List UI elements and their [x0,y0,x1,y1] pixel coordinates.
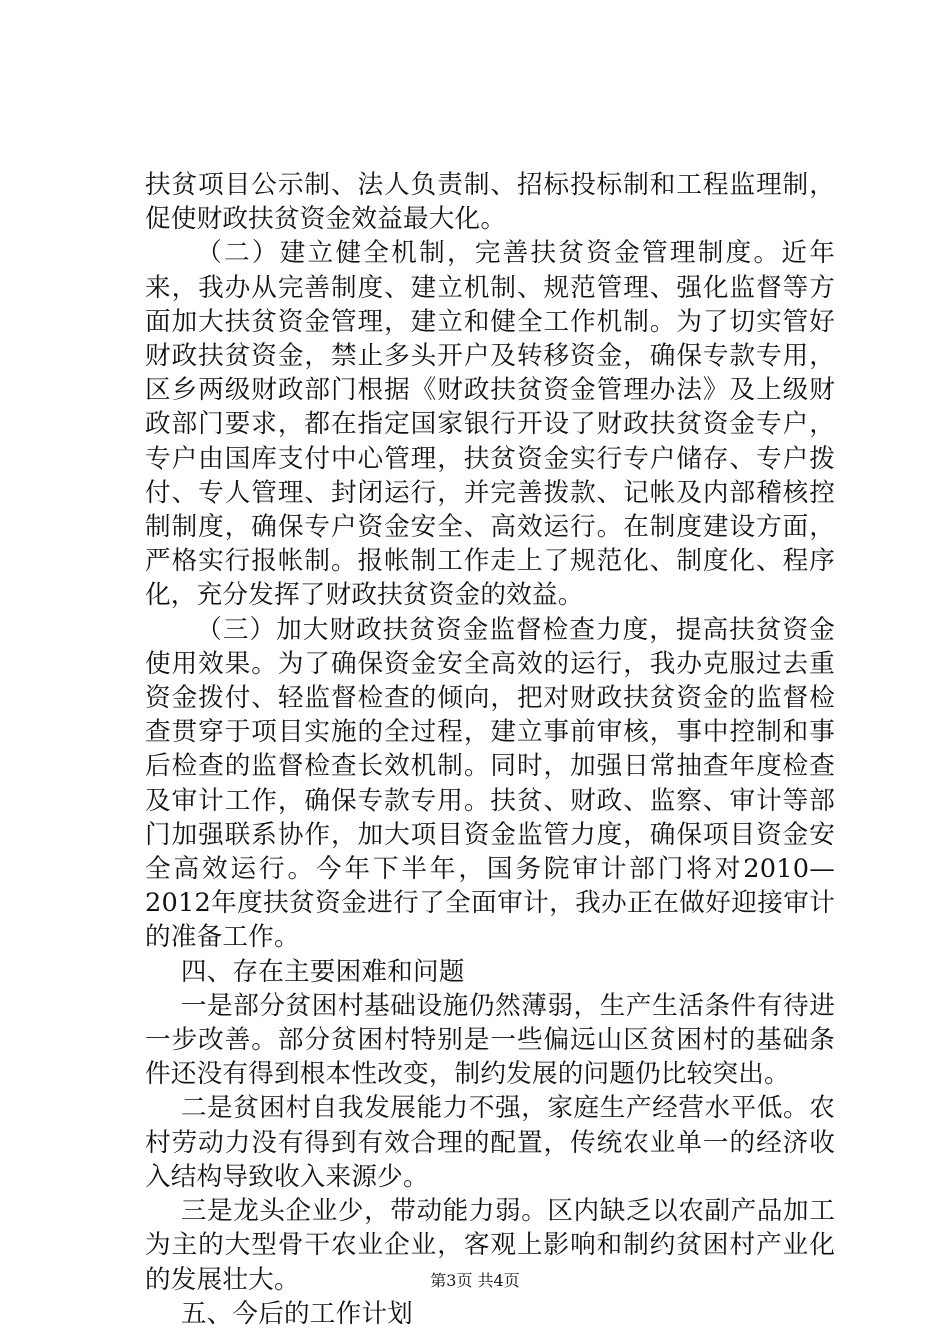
paragraph-problem-3: 三是龙头企业少，带动能力弱。区内缺乏以农副产品加工为主的大型骨干农业企业，客观上影响和制约贫困村产业化的发展壮大。 [145,1196,835,1295]
paragraph-continuation: 扶贫项目公示制、法人负责制、招标投标制和工程监理制，促使财政扶贫资金效益最大化。 [145,170,835,235]
paragraph-problem-2: 二是贫困村自我发展能力不强，家庭生产经营水平低。农村劳动力没有得到有效合理的配置，传统农业单一的经济收入结构导致收入来源少。 [145,1093,835,1192]
page-number-footer: 第3页 共4页 [430,1271,520,1290]
paragraph-problem-1: 一是部分贫困村基础设施仍然薄弱，生产生活条件有待进一步改善。部分贫困村特别是一些偏远山区贫困村的基础条件还没有得到根本性改变，制约发展的问题仍比较突出。 [145,990,835,1090]
section-heading-problems: 四、存在主要困难和问题 [180,956,465,987]
section-heading-plans: 五、今后的工作计划 [180,1298,413,1329]
paragraph-mechanism: （二）建立健全机制，完善扶贫资金管理制度。近年来，我办从完善制度、建立机制、规范管理、强化监督等方面加大扶贫资金管理，建立和健全工作机制。为了切实管好财政扶贫资金，禁止多头开户及转移资金，确保专款专用，区乡两级财政部门根据《财政扶贫资金管理办法》及上级财政部门要求，都在指定国家银行开设了财政扶贫资金专户，专户由国库支付中心管理，扶贫资金实行专户储存、专户拨付、专人管理、封闭运行，并完善拨款、记帐及内部稽核控制制度，确保专户资金安全、高效运行。在制度建设方面，严格实行报帐制。报帐制工作走上了规范化、制度化、程序化，充分发挥了财政扶贫资金的效益。 [145,238,835,611]
paragraph-supervision: （三）加大财政扶贫资金监督检查力度，提高扶贫资金使用效果。为了确保资金安全高效的运行，我办克服过去重资金拨付、轻监督检查的倾向，把对财政扶贫资金的监督检查贯穿于项目实施的全过程，建立事前审核，事中控制和事后检查的监督检查长效机制。同时，加强日常抽查年度检查及审计工作，确保专款专用。扶贫、财政、监察、审计等部门加强联系协作，加大项目资金监管力度，确保项目资金安全高效运行。今年下半年，国务院审计部门将对2010—2012年度扶贫资金进行了全面审计，我办正在做好迎接审计的准备工作。 [145,614,835,953]
document-body [145,168,835,1331]
